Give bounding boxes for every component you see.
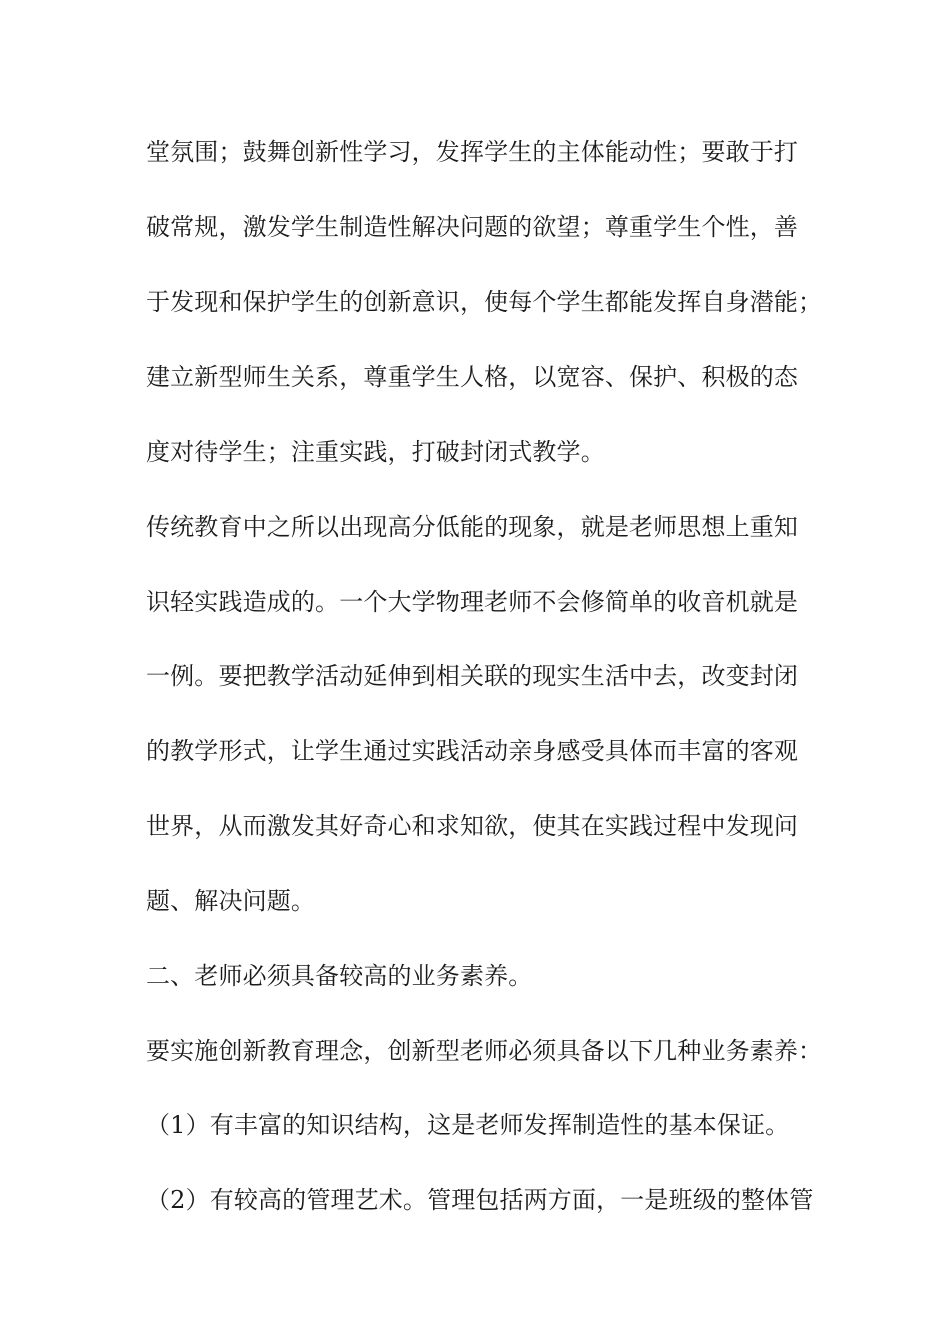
text-line: 世界，从而激发其好奇心和求知欲，使其在实践过程中发现问 xyxy=(146,812,799,840)
text-line: 识轻实践造成的。一个大学物理老师不会修简单的收音机就是 xyxy=(146,588,799,616)
text-line: 的教学形式，让学生通过实践活动亲身感受具体而丰富的客观 xyxy=(146,737,799,765)
list-item: （1）有丰富的知识结构，这是老师发挥制造性的基本保证。 xyxy=(146,1111,790,1139)
text-line: 一例。要把教学活动延伸到相关联的现实生活中去，改变封闭 xyxy=(146,662,799,690)
text-line: 堂氛围；鼓舞创新性学习，发挥学生的主体能动性；要敢于打 xyxy=(146,138,799,166)
text-line: 题、解决问题。 xyxy=(146,887,316,915)
text-line: 度对待学生；注重实践，打破封闭式教学。 xyxy=(146,438,605,466)
section-heading: 二、老师必须具备较高的业务素养。 xyxy=(146,962,533,990)
list-item: （2）有较高的管理艺术。管理包括两方面，一是班级的整体管 xyxy=(146,1186,814,1214)
text-line: 传统教育中之所以出现高分低能的现象，就是老师思想上重知 xyxy=(146,513,799,541)
text-line: 于发现和保护学生的创新意识，使每个学生都能发挥自身潜能； xyxy=(146,288,823,316)
text-line: 要实施创新教育理念，创新型老师必须具备以下几种业务素养： xyxy=(146,1037,823,1065)
text-line: 建立新型师生关系，尊重学生人格，以宽容、保护、积极的态 xyxy=(146,363,799,391)
text-line: 破常规，激发学生制造性解决问题的欲望；尊重学生个性，善 xyxy=(146,213,799,241)
